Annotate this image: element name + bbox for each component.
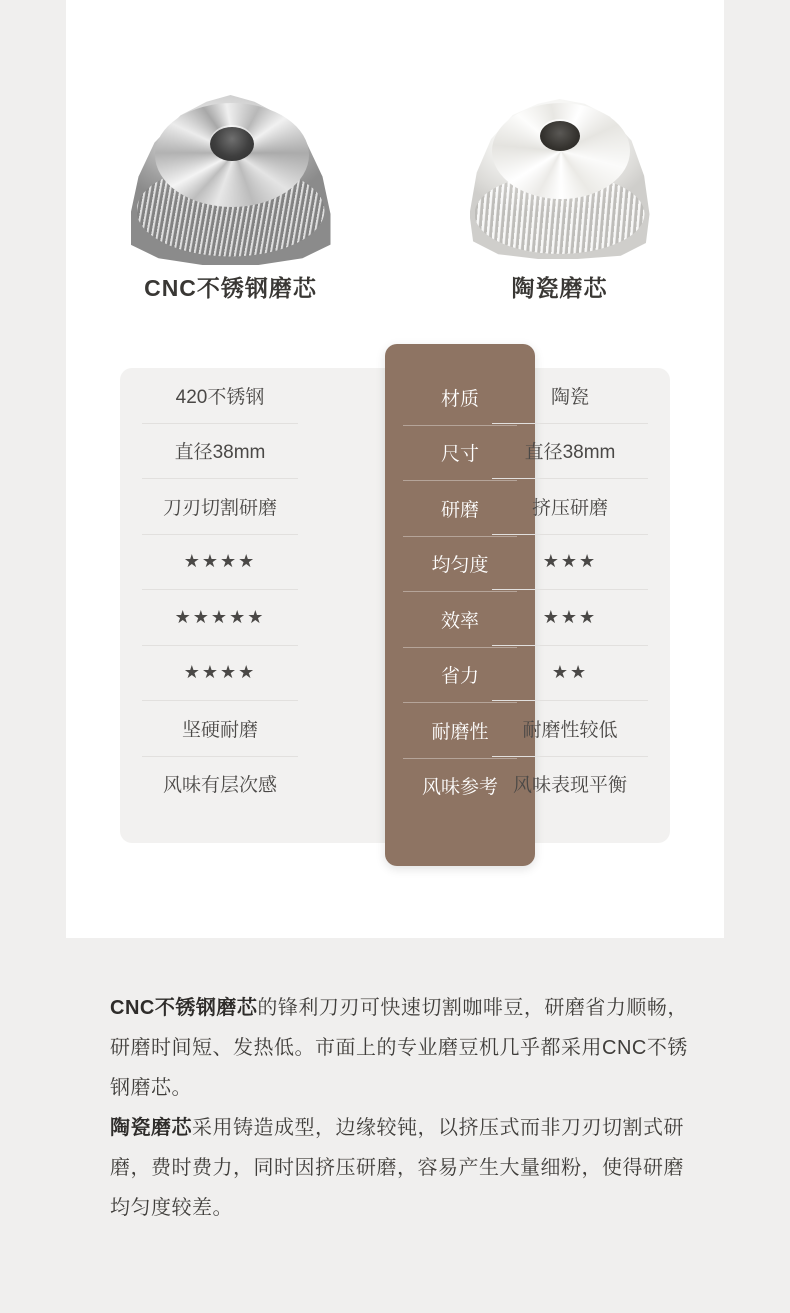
table-row: 效率 — [403, 592, 517, 648]
burr-images-row — [66, 40, 724, 270]
table-row: 尺寸 — [403, 426, 517, 482]
ceramic-burr-image-container — [395, 40, 724, 270]
table-row: 耐磨性较低 — [492, 701, 648, 757]
description-steel-text: 的锋利刀刃可快速切割咖啡豆，研磨省力顺畅，研磨时间短、发热低。市面上的专业磨豆机几乎都采用CNC不锈钢磨芯。 — [110, 997, 688, 1099]
table-row: 省力 — [403, 648, 517, 704]
steel-burr-caption: CNC不锈钢磨芯 — [144, 275, 317, 301]
description-paragraph-steel — [110, 988, 688, 1108]
table-row: ★★★ — [492, 590, 648, 646]
table-row: 坚硬耐磨 — [142, 701, 298, 757]
table-row: 陶瓷 — [492, 368, 648, 424]
table-row: 均匀度 — [403, 537, 517, 593]
ceramic-burr-caption: 陶瓷磨芯 — [511, 275, 608, 301]
description-steel-bold: CNC不锈钢磨芯 — [110, 997, 258, 1019]
table-row: ★★ — [492, 646, 648, 702]
table-row: 风味参考 — [421, 777, 498, 799]
steel-burr-hub — [210, 127, 254, 161]
table-row: 直径38mm — [492, 424, 648, 480]
ceramic-burr-icon — [470, 85, 650, 270]
description-paragraph-ceramic — [110, 1108, 688, 1228]
ceramic-burr-hub — [540, 121, 580, 151]
table-row: 耐磨性 — [403, 703, 517, 759]
table-row: 直径38mm — [142, 424, 298, 480]
table-row: 刀刃切割研磨 — [142, 479, 298, 535]
burr-captions-row — [66, 270, 724, 303]
comparison-table — [120, 368, 670, 843]
description-ceramic-bold: 陶瓷磨芯 — [110, 1117, 192, 1139]
ceramic-burr-lobes — [492, 103, 630, 199]
table-row: 风味有层次感 — [162, 775, 277, 797]
table-row: 研磨 — [403, 481, 517, 537]
steel-column — [120, 368, 320, 811]
comparison-card — [66, 0, 724, 938]
table-row: 风味表现平衡 — [512, 775, 627, 797]
steel-burr-image-container — [66, 40, 395, 270]
description-block — [110, 988, 688, 1228]
attribute-column-spacer — [403, 344, 517, 370]
table-row: ★★★★ — [142, 535, 298, 591]
table-row: 材质 — [403, 370, 517, 426]
table-row: 挤压研磨 — [492, 479, 648, 535]
table-row: ★★★★★ — [142, 590, 298, 646]
steel-burr-icon — [131, 75, 331, 270]
table-row: 420不锈钢 — [142, 368, 298, 424]
description-ceramic-text: 采用铸造成型，边缘较钝，以挤压式而非刀刃切割式研磨，费时费力，同时因挤压研磨，容易产生大量细粉，使得研磨均匀度较差。 — [110, 1117, 684, 1219]
table-row: ★★★★ — [142, 646, 298, 702]
table-row: ★★★ — [492, 535, 648, 591]
ceramic-column — [470, 368, 670, 811]
